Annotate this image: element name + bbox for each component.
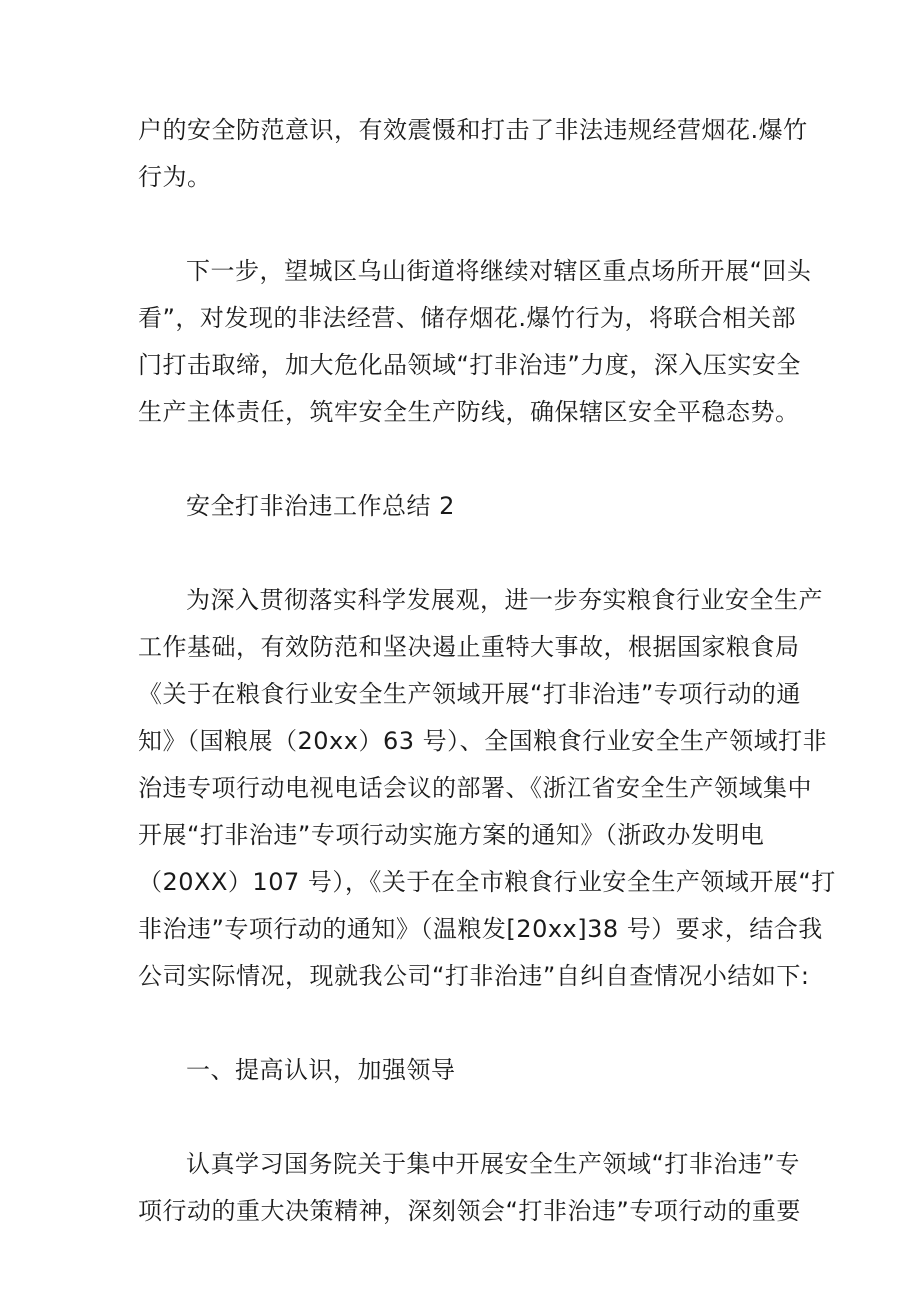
paragraph-line: 知》（国粮展（20xx）63 号）、全国粮食行业安全生产领域打非	[138, 727, 828, 755]
paragraph-line: 生产主体责任，筑牢安全生产防线，确保辖区安全平稳态势。	[138, 398, 800, 426]
paragraph-line: （20XX）107 号），《关于在全市粮食行业安全生产领域开展“打	[138, 868, 836, 896]
paragraph-line: 《关于在粮食行业安全生产领域开展“打非治违”专项行动的通	[138, 680, 801, 708]
paragraph-line: 治违专项行动电视电话会议的部署、《浙江省安全生产领域集中	[138, 774, 812, 802]
paragraph-line: 非治违”专项行动的通知》（温粮发[20xx]38 号）要求，结合我	[138, 915, 823, 943]
paragraph-line: 行为。	[138, 163, 212, 191]
paragraph-line: 工作基础，有效防范和坚决遏止重特大事故，根据国家粮食局	[138, 633, 800, 661]
paragraph-line: 项行动的重大决策精神，深刻领会“打非治违”专项行动的重要	[138, 1197, 801, 1225]
paragraph-line: 开展“打非治违”专项行动实施方案的通知》（浙政办发明电	[138, 821, 765, 849]
heading-1: 一、提高认识，加强领导	[186, 1056, 456, 1084]
paragraph-line: 看”，对发现的非法经营、储存烟花.爆竹行为，将联合相关部	[138, 304, 797, 332]
paragraph-line: 下一步，望城区乌山街道将继续对辖区重点场所开展“回头	[186, 257, 812, 285]
paragraph-line: 户的安全防范意识，有效震慑和打击了非法违规经营烟花.爆竹	[138, 116, 808, 144]
paragraph-line: 认真学习国务院关于集中开展安全生产领域“打非治违”专	[186, 1150, 800, 1178]
section-title: 安全打非治违工作总结 2	[186, 492, 455, 520]
paragraph-line: 门打击取缔，加大危化品领域“打非治违”力度，深入压实安全	[138, 351, 801, 379]
paragraph-line: 公司实际情况，现就我公司“打非治违”自纠自查情况小结如下:	[138, 962, 810, 990]
paragraph-line: 为深入贯彻落实科学发展观，进一步夯实粮食行业安全生产	[186, 586, 823, 614]
